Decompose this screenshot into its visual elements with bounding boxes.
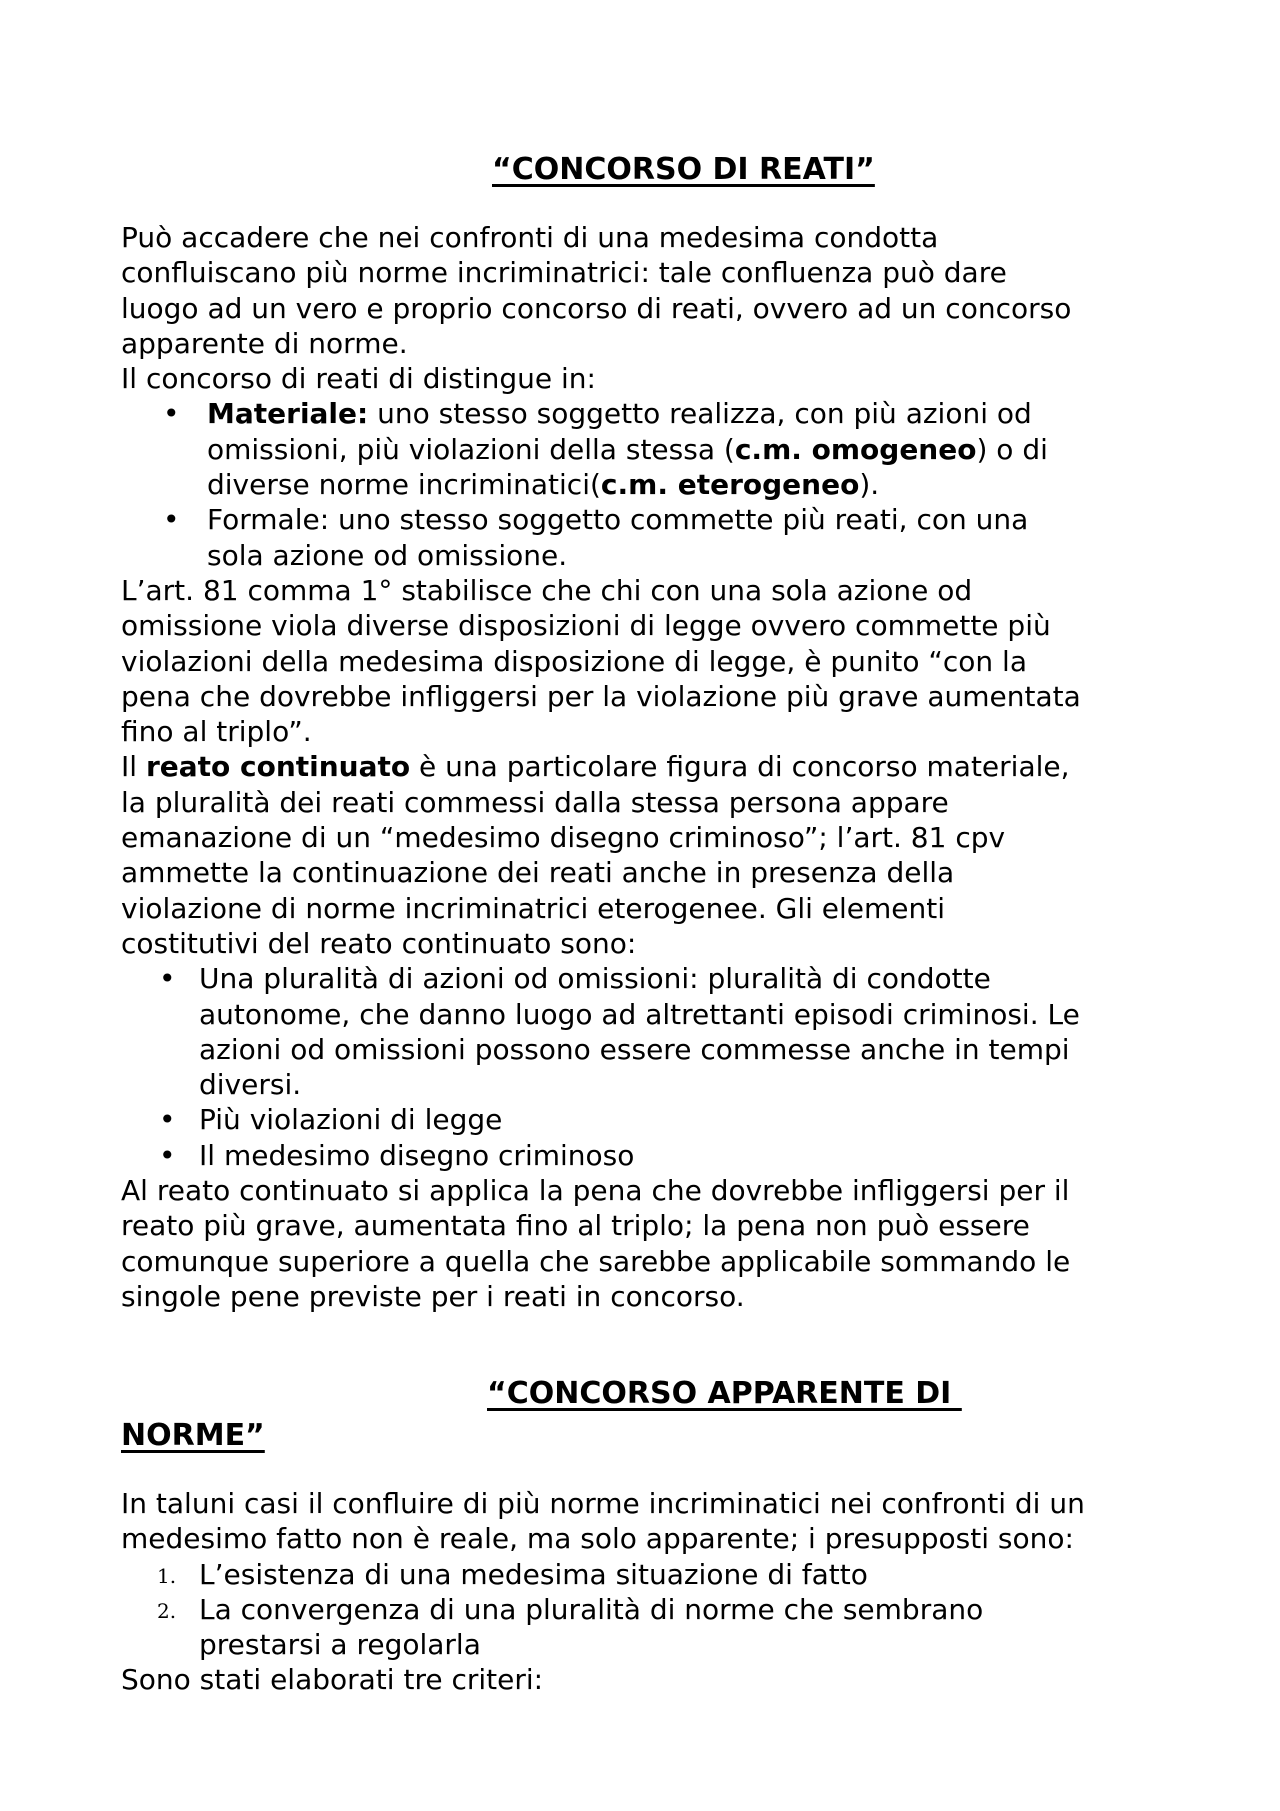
paragraph-line: In taluni casi il confluire di più norme incriminatici nei confronti di un xyxy=(121,1487,1085,1520)
text-run: ). xyxy=(859,468,880,502)
bullet-marker: • xyxy=(159,962,176,996)
paragraph-line: ammette la continuazione dei reati anche in presenza della xyxy=(121,856,955,890)
bullet-marker: • xyxy=(159,1138,176,1172)
list-item-materiale xyxy=(121,396,1171,431)
section-concorso-apparente-body xyxy=(121,1486,1171,1698)
paragraph-line: costitutivi del reato continuato sono: xyxy=(121,926,637,960)
paragraph-line: comunque superiore a quella che sarebbe applicabile sommando le xyxy=(121,1244,1071,1278)
list-item-violazioni xyxy=(121,1102,1171,1137)
paragraph-line: Sono stati elaborati tre criteri: xyxy=(121,1663,544,1697)
list-item-continuation xyxy=(121,467,1171,502)
term-reato-continuato: reato continuato xyxy=(145,750,411,784)
paragraph-line: Può accadere che nei confronti di una medesima condotta xyxy=(121,221,939,254)
list-item-continuation xyxy=(121,432,1171,467)
term-cm-eterogeneo: c.m. eterogeneo xyxy=(600,468,860,502)
numbered-item-2 xyxy=(121,1592,1171,1627)
section-concorso-di-reati-body xyxy=(121,220,1171,1314)
number-marker: 1. xyxy=(157,1563,177,1588)
bullet-marker: • xyxy=(163,397,180,431)
list-item-text: Una pluralità di azioni od omissioni: pluralità di condotte xyxy=(199,962,991,996)
list-item-text: Il medesimo disegno criminoso xyxy=(199,1138,635,1172)
paragraph-line xyxy=(121,749,1171,784)
paragraph-line: Al reato continuato si applica la pena che dovrebbe infliggersi per il xyxy=(121,1174,1070,1208)
list-item-text: Più violazioni di legge xyxy=(199,1103,503,1137)
paragraph-line: confluiscano più norme incriminatrici: tale confluenza può dare xyxy=(121,256,1007,290)
paragraph-line: apparente di norme. xyxy=(121,326,408,360)
number-marker: 2. xyxy=(157,1598,177,1623)
term-cm-omogeneo: c.m. omogeneo xyxy=(734,432,977,466)
list-item-text: L’esistenza di una medesima situazione di fatto xyxy=(199,1557,868,1591)
numbered-item-1 xyxy=(121,1557,1171,1592)
paragraph-line: reato più grave, aumentata fino al triplo; la pena non può essere xyxy=(121,1209,1030,1243)
term-materiale: Materiale: xyxy=(207,397,369,431)
paragraph-line: medesimo fatto non è reale, ma solo apparente; i presupposti sono: xyxy=(121,1522,1074,1556)
paragraph-line: emanazione di un “medesimo disegno criminoso”; l’art. 81 cpv xyxy=(121,821,1006,855)
text-run: Il xyxy=(121,750,146,784)
list-item-pluralita-azioni xyxy=(121,961,1171,996)
text-run: omissioni, più violazioni della stessa ( xyxy=(207,432,735,466)
paragraph-line: Il concorso di reati di distingue in: xyxy=(121,362,596,396)
paragraph-line: luogo ad un vero e proprio concorso di reati, ovvero ad un concorso xyxy=(121,291,1072,325)
list-item-disegno xyxy=(121,1138,1171,1173)
text-run: ) o di xyxy=(976,432,1048,466)
list-item-formale xyxy=(121,502,1171,537)
bullet-marker: • xyxy=(163,503,180,537)
list-item-text: Formale: uno stesso soggetto commette più reati, con una xyxy=(207,503,1029,537)
text-run: è una particolare figura di concorso materiale, xyxy=(410,750,1070,784)
paragraph-line: pena che dovrebbe infliggersi per la violazione più grave aumentata xyxy=(121,679,1081,713)
paragraph-line: omissione viola diverse disposizioni di legge ovvero commette più xyxy=(121,609,1051,643)
paragraph-line: violazioni della medesima disposizione di legge, è punito “con la xyxy=(121,644,1027,678)
list-item-text: La convergenza di una pluralità di norme che sembrano xyxy=(199,1592,984,1626)
paragraph-line: la pluralità dei reati commessi dalla stessa persona appare xyxy=(121,785,949,819)
list-item-text: uno stesso soggetto realizza, con più azioni od xyxy=(368,397,1032,431)
paragraph-line: violazione di norme incriminatrici eterogenee. Gli elementi xyxy=(121,891,946,925)
section-title-concorso-di-reati: “CONCORSO DI REATI” xyxy=(492,152,875,187)
paragraph-line: singole pene previste per i reati in concorso. xyxy=(121,1279,745,1313)
list-item-continuation: azioni od omissioni possono essere commesse anche in tempi xyxy=(199,1032,1070,1066)
list-item-continuation: prestarsi a regolarla xyxy=(199,1628,481,1662)
section-title-concorso-apparente: “CONCORSO APPARENTE DI xyxy=(487,1376,962,1411)
list-item-continuation: sola azione od omissione. xyxy=(207,538,568,572)
text-run: diverse norme incriminatici( xyxy=(207,468,601,502)
list-item-continuation: autonome, che danno luogo ad altrettanti episodi criminosi. Le xyxy=(199,997,1080,1031)
paragraph-line: L’art. 81 comma 1° stabilisce che chi con una sola azione od xyxy=(121,573,973,607)
bullet-marker: • xyxy=(159,1103,176,1137)
paragraph-line: fino al triplo”. xyxy=(121,715,312,749)
list-item-continuation: diversi. xyxy=(199,1068,302,1102)
section-title-concorso-apparente-line2: NORME” xyxy=(121,1418,265,1453)
